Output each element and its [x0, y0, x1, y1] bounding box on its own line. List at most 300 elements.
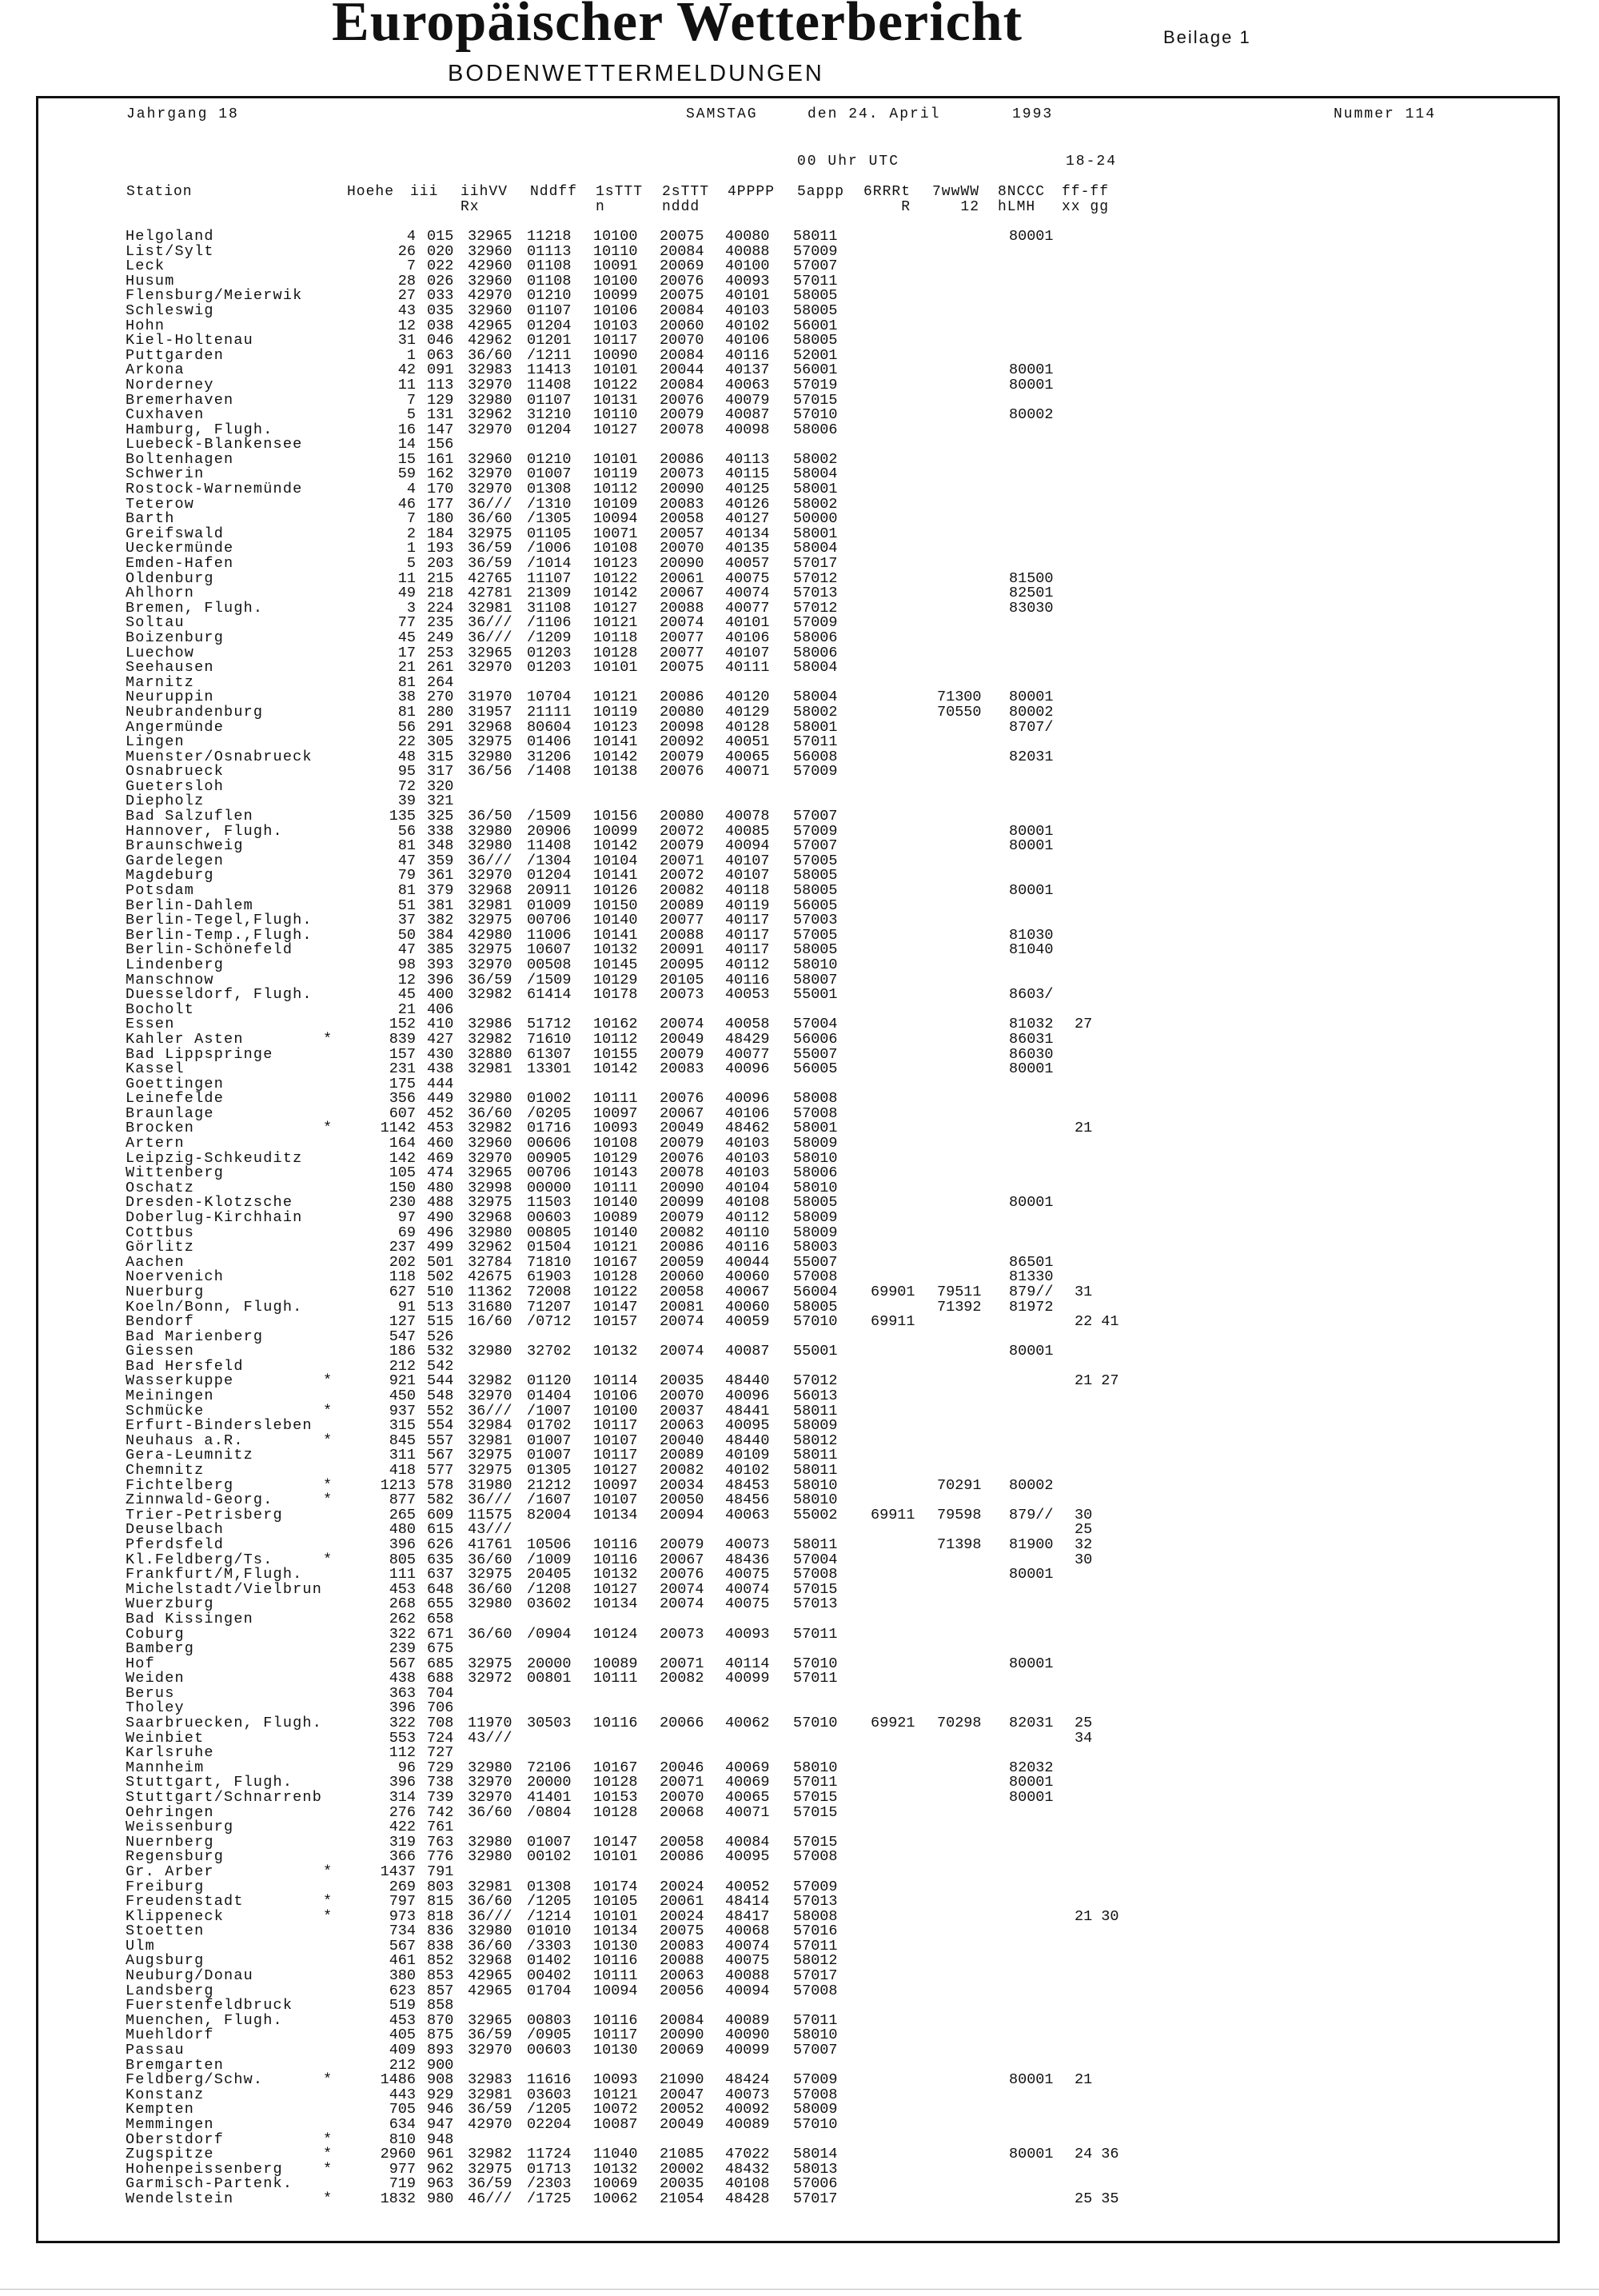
cell-nddff: 11724	[527, 2146, 572, 2163]
station-name: Kiel-Holtenau	[126, 332, 253, 349]
cell-hoehe: 81	[397, 837, 416, 855]
station-name: Berlin-Tegel,Flugh.	[126, 912, 313, 929]
cell-5appp: 57007	[793, 258, 838, 275]
cell-hoehe: 805	[389, 1551, 416, 1568]
cell-2sttt: 21054	[660, 2190, 704, 2207]
cell-2sttt: 20072	[660, 867, 704, 884]
cell-1sttt: 10122	[593, 376, 638, 393]
cell-2sttt: 20002	[660, 2160, 704, 2178]
cell-iii: 615	[427, 1521, 454, 1539]
cell-1sttt: 10140	[593, 1194, 638, 1212]
cell-iii: 655	[427, 1595, 454, 1613]
cell-8nccc: 80002	[1009, 406, 1054, 424]
cell-hoehe: 839	[389, 1030, 416, 1048]
cell-4pppp: 48440	[725, 1432, 770, 1449]
cell-iii: 348	[427, 837, 454, 855]
cell-1sttt: 11040	[593, 2146, 638, 2163]
cell-iihvv: 32965	[468, 2011, 512, 2029]
cell-iihvv: 42965	[468, 1967, 512, 1984]
cell-nddff: 00000	[527, 1179, 572, 1196]
cell-4pppp: 40089	[725, 2115, 770, 2133]
cell-hoehe: 135	[389, 808, 416, 825]
cell-iihvv: 32986	[468, 1016, 512, 1033]
cell-iihvv: 36///	[468, 495, 512, 513]
station-name: Schleswig	[126, 301, 214, 319]
station-name: Flensburg/Meierwik	[126, 287, 303, 305]
cell-iihvv: 36/60	[468, 1937, 512, 1955]
cell-hoehe: 212	[389, 2056, 416, 2074]
cell-2sttt: 20059	[660, 1253, 704, 1271]
cell-4pppp: 40088	[725, 1967, 770, 1984]
station-name: Regensburg	[126, 1848, 225, 1866]
station-name: Giessen	[126, 1343, 195, 1360]
cell-4pppp: 40107	[725, 867, 770, 884]
page-title: Europäischer Wetterbericht	[332, 0, 1023, 53]
cell-iihvv: 36///	[468, 852, 512, 869]
col-nddff: Nddff	[530, 184, 578, 200]
cell-4pppp: 40107	[725, 852, 770, 869]
cell-1sttt: 10122	[593, 569, 638, 587]
station-name: Osnabrueck	[126, 763, 225, 781]
cell-hoehe: 453	[389, 1580, 416, 1598]
cell-iihvv: 36///	[468, 1907, 512, 1925]
cell-nddff: 01007	[527, 1833, 572, 1851]
cell-2sttt: 20073	[660, 465, 704, 483]
cell-4pppp: 40127	[725, 510, 770, 528]
station-name: Bamberg	[126, 1640, 195, 1658]
cell-hoehe: 69	[397, 1224, 416, 1241]
station-name: Artern	[126, 1135, 185, 1152]
cell-iihvv: 32980	[468, 822, 512, 840]
cell-2sttt: 20047	[660, 2086, 704, 2103]
cell-iii: 961	[427, 2146, 454, 2163]
cell-1sttt: 10134	[593, 1506, 638, 1523]
cell-2sttt: 20049	[660, 1030, 704, 1048]
cell-4pppp: 40116	[725, 971, 770, 988]
cell-ffff: 22 41	[1075, 1313, 1119, 1331]
cell-nddff: 00603	[527, 1208, 572, 1226]
cell-2sttt: 20060	[660, 1268, 704, 1286]
cell-ffff: 30	[1075, 1506, 1093, 1523]
cell-5appp: 58010	[793, 1759, 838, 1776]
cell-1sttt: 10110	[593, 242, 638, 260]
cell-5appp: 57005	[793, 926, 838, 944]
cell-6rrrt: 69921	[871, 1715, 915, 1731]
cell-8nccc: 86501	[1009, 1253, 1054, 1271]
mountain-marker: *	[323, 1432, 333, 1449]
cell-1sttt: 10111	[593, 1967, 638, 1984]
cell-iihvv: 32965	[468, 644, 512, 661]
station-name: Ulm	[126, 1937, 155, 1955]
cell-hoehe: 2	[406, 525, 416, 542]
cell-hoehe: 461	[389, 1952, 416, 1970]
cell-nddff: 01204	[527, 421, 572, 438]
cell-1sttt: 10089	[593, 1208, 638, 1226]
cell-4pppp: 40062	[725, 1715, 770, 1731]
cell-5appp: 58010	[793, 1179, 838, 1196]
cell-4pppp: 40073	[725, 1535, 770, 1553]
cell-iihvv: 42675	[468, 1268, 512, 1286]
cell-iii: 499	[427, 1239, 454, 1256]
cell-1sttt: 10101	[593, 450, 638, 468]
cell-4pppp: 40075	[725, 1566, 770, 1583]
cell-4pppp: 40106	[725, 1104, 770, 1122]
station-name: Pferdsfeld	[126, 1535, 225, 1553]
cell-2sttt: 20056	[660, 1982, 704, 1999]
cell-hoehe: 45	[397, 629, 416, 646]
cell-2sttt: 20086	[660, 689, 704, 706]
cell-nddff: 01404	[527, 1388, 572, 1404]
cell-5appp: 58005	[793, 941, 838, 959]
cell-hoehe: 422	[389, 1819, 416, 1836]
cell-nddff: /1208	[527, 1580, 572, 1598]
cell-iii: 502	[427, 1268, 454, 1286]
cell-5appp: 58002	[793, 450, 838, 468]
cell-7wwww: 70550	[937, 703, 982, 721]
cell-4pppp: 40096	[725, 1060, 770, 1077]
cell-1sttt: 10129	[593, 1149, 638, 1167]
cell-iihvv: 42962	[468, 332, 512, 349]
station-name: Marnitz	[126, 673, 195, 691]
cell-iihvv: 32970	[468, 1788, 512, 1806]
cell-iihvv: 32980	[468, 1090, 512, 1108]
station-name: Kassel	[126, 1060, 185, 1077]
cell-1sttt: 10091	[593, 258, 638, 275]
cell-nddff: 01204	[527, 317, 572, 334]
station-name: Brocken	[126, 1120, 195, 1137]
cell-iihvv: 32968	[468, 1952, 512, 1970]
cell-hoehe: 47	[397, 852, 416, 869]
cell-1sttt: 10119	[593, 465, 638, 483]
cell-2sttt: 20046	[660, 1759, 704, 1776]
cell-iii: 671	[427, 1625, 454, 1643]
cell-1sttt: 10094	[593, 1982, 638, 1999]
cell-iihvv: 42965	[468, 317, 512, 334]
cell-nddff: 72106	[527, 1759, 572, 1776]
cell-nddff: 00603	[527, 2042, 572, 2058]
cell-iii: 761	[427, 1819, 454, 1836]
cell-iihvv: 36/60	[468, 1104, 512, 1122]
cell-4pppp: 40104	[725, 1179, 770, 1196]
cell-5appp: 55007	[793, 1045, 838, 1063]
cell-2sttt: 20073	[660, 1625, 704, 1643]
col-hoehe: Hoehe	[347, 184, 395, 200]
cell-nddff: /0205	[527, 1104, 572, 1122]
cell-1sttt: 10155	[593, 1045, 638, 1063]
cell-4pppp: 40106	[725, 332, 770, 349]
station-name: Goettingen	[126, 1075, 225, 1092]
cell-nddff: 20911	[527, 882, 572, 899]
cell-1sttt: 10121	[593, 614, 638, 632]
cell-2sttt: 20089	[660, 896, 704, 914]
cell-8nccc: 80001	[1009, 822, 1054, 840]
cell-iii: 038	[427, 317, 454, 334]
cell-5appp: 57009	[793, 242, 838, 260]
station-name: Konstanz	[126, 2086, 205, 2103]
cell-nddff: /3303	[527, 1937, 572, 1955]
station-name: Coburg	[126, 1625, 185, 1643]
cell-4pppp: 40057	[725, 555, 770, 572]
cell-2sttt: 20050	[660, 1491, 704, 1509]
cell-nddff: /0905	[527, 2026, 572, 2044]
station-name: Gera-Leumnitz	[126, 1447, 253, 1464]
cell-nddff: /1209	[527, 629, 572, 646]
cell-2sttt: 20080	[660, 703, 704, 721]
cell-2sttt: 20061	[660, 569, 704, 587]
cell-1sttt: 10174	[593, 1878, 638, 1895]
cell-iihvv: 32980	[468, 1923, 512, 1940]
mountain-marker: *	[323, 2071, 333, 2089]
cell-4pppp: 40115	[725, 465, 770, 483]
cell-iii: 261	[427, 659, 454, 677]
station-name: Teterow	[126, 495, 195, 513]
cell-5appp: 58006	[793, 629, 838, 646]
cell-1sttt: 10062	[593, 2190, 638, 2207]
cell-1sttt: 10116	[593, 1715, 638, 1731]
cell-1sttt: 10107	[593, 1491, 638, 1509]
cell-hoehe: 845	[389, 1432, 416, 1449]
station-name: Fuerstenfeldbruck	[126, 1997, 293, 2014]
cell-ffff: 32	[1075, 1535, 1093, 1553]
cell-iihvv: 36/60	[468, 1551, 512, 1568]
cell-1sttt: 10130	[593, 1937, 638, 1955]
cell-2sttt: 21090	[660, 2071, 704, 2089]
cell-nddff: 00803	[527, 2011, 572, 2029]
cell-8nccc: 80001	[1009, 837, 1054, 855]
cell-iii: 980	[427, 2190, 454, 2207]
cell-2sttt: 20074	[660, 1580, 704, 1598]
cell-1sttt: 10147	[593, 1298, 638, 1316]
cell-nddff: /1408	[527, 763, 572, 781]
cell-iii: 515	[427, 1313, 454, 1331]
cell-nddff: /1007	[527, 1402, 572, 1420]
cell-nddff: 00508	[527, 956, 572, 973]
cell-nddff: 32702	[527, 1343, 572, 1360]
station-name: Passau	[126, 2042, 185, 2058]
cell-2sttt: 20035	[660, 1372, 704, 1390]
cell-iihvv: 32970	[468, 465, 512, 483]
cell-2sttt: 20076	[660, 1090, 704, 1108]
station-name: Neuruppin	[126, 689, 214, 706]
cell-iihvv: 36/60	[468, 346, 512, 364]
cell-2sttt: 20070	[660, 540, 704, 557]
cell-5appp: 57010	[793, 406, 838, 424]
cell-hoehe: 4	[406, 481, 416, 497]
cell-1sttt: 10132	[593, 941, 638, 959]
cell-iii: 875	[427, 2026, 454, 2044]
cell-1sttt: 10117	[593, 2026, 638, 2044]
cell-nddff: 11503	[527, 1194, 572, 1212]
cell-1sttt: 10111	[593, 1670, 638, 1687]
cell-nddff: 71610	[527, 1030, 572, 1048]
cell-hoehe: 15	[397, 450, 416, 468]
cell-nddff: 01308	[527, 481, 572, 497]
cell-1sttt: 10167	[593, 1253, 638, 1271]
cell-hoehe: 27	[397, 287, 416, 305]
cell-iihvv: 36/59	[468, 2101, 512, 2118]
cell-5appp: 57008	[793, 1268, 838, 1286]
station-name: Oldenburg	[126, 569, 214, 587]
cell-1sttt: 10127	[593, 1580, 638, 1598]
cell-5appp: 57012	[793, 1372, 838, 1390]
cell-2sttt: 20075	[660, 659, 704, 677]
cell-nddff: 01702	[527, 1417, 572, 1435]
cell-iii: 962	[427, 2160, 454, 2178]
cell-8nccc: 81900	[1009, 1535, 1054, 1553]
cell-hoehe: 5	[406, 406, 416, 424]
cell-8nccc: 80001	[1009, 228, 1054, 245]
station-name: Wittenberg	[126, 1164, 225, 1182]
cell-8nccc: 80001	[1009, 1194, 1054, 1212]
cell-nddff: 31206	[527, 748, 572, 765]
cell-5appp: 57007	[793, 2042, 838, 2058]
cell-hoehe: 7	[406, 258, 416, 275]
cell-hoehe: 39	[397, 793, 416, 810]
cell-8nccc: 86030	[1009, 1045, 1054, 1063]
cell-iihvv: 32998	[468, 1179, 512, 1196]
cell-2sttt: 20069	[660, 258, 704, 275]
cell-hoehe: 48	[397, 748, 416, 765]
cell-hoehe: 37	[397, 912, 416, 929]
cell-7wwww: 79598	[937, 1506, 982, 1523]
cell-4pppp: 40116	[725, 346, 770, 364]
cell-1sttt: 10090	[593, 346, 638, 364]
cell-iii: 542	[427, 1357, 454, 1375]
cell-nddff: 00102	[527, 1848, 572, 1866]
cell-iii: 359	[427, 852, 454, 869]
cell-iihvv: 36///	[468, 1402, 512, 1420]
cell-iii: 218	[427, 585, 454, 602]
cell-4pppp: 40096	[725, 1388, 770, 1404]
cell-1sttt: 10118	[593, 629, 638, 646]
station-name: Zinnwald-Georg.	[126, 1491, 273, 1509]
cell-1sttt: 10116	[593, 1551, 638, 1568]
cell-iihvv: 11575	[468, 1506, 512, 1523]
cell-4pppp: 40112	[725, 956, 770, 973]
mountain-marker: *	[323, 1907, 333, 1925]
cell-iii: 724	[427, 1729, 454, 1747]
cell-hoehe: 409	[389, 2042, 416, 2058]
beilage-label: Beilage 1	[1163, 27, 1251, 47]
cell-4pppp: 40096	[725, 1090, 770, 1108]
cell-nddff: /0712	[527, 1313, 572, 1331]
cell-iii: 513	[427, 1298, 454, 1316]
cell-4pppp: 40085	[725, 822, 770, 840]
cell-1sttt: 10121	[593, 1239, 638, 1256]
cell-5appp: 57009	[793, 614, 838, 632]
cell-hoehe: 7	[406, 510, 416, 528]
cell-5appp: 58003	[793, 1239, 838, 1256]
cell-5appp: 55001	[793, 1343, 838, 1360]
cell-iii: 203	[427, 555, 454, 572]
cell-4pppp: 40112	[725, 1208, 770, 1226]
cell-iihvv: 43///	[468, 1729, 512, 1747]
cell-nddff: 20906	[527, 822, 572, 840]
cell-8nccc: 83030	[1009, 599, 1054, 617]
cell-iihvv: 41761	[468, 1535, 512, 1553]
cell-iii: 235	[427, 614, 454, 632]
cell-1sttt: 10116	[593, 1535, 638, 1553]
cell-iihvv: 32972	[468, 1670, 512, 1687]
cell-4pppp: 40109	[725, 1447, 770, 1464]
cell-iii: 035	[427, 301, 454, 319]
cell-8nccc: 80001	[1009, 1060, 1054, 1077]
col-1sttt: 1sTTT n	[596, 184, 644, 215]
page-bottom-line	[0, 2289, 1599, 2290]
cell-hoehe: 1437	[380, 1863, 416, 1880]
cell-iii: 224	[427, 599, 454, 617]
cell-iii: 063	[427, 346, 454, 364]
cell-nddff: 03603	[527, 2086, 572, 2103]
cell-hoehe: 627	[389, 1283, 416, 1300]
cell-4pppp: 40107	[725, 644, 770, 661]
cell-hoehe: 21	[397, 1000, 416, 1018]
cell-4pppp: 40126	[725, 495, 770, 513]
cell-2sttt: 20058	[660, 1283, 704, 1300]
cell-iihvv: 11362	[468, 1283, 512, 1300]
cell-1sttt: 10131	[593, 391, 638, 409]
cell-nddff: /1014	[527, 555, 572, 572]
cell-5appp: 58010	[793, 1149, 838, 1167]
cell-iihvv: 32983	[468, 2071, 512, 2089]
cell-nddff: 02204	[527, 2115, 572, 2133]
cell-5appp: 57008	[793, 2086, 838, 2103]
cell-5appp: 57008	[793, 1566, 838, 1583]
cell-5appp: 58009	[793, 1224, 838, 1241]
cell-2sttt: 20079	[660, 1535, 704, 1553]
station-name: Weiden	[126, 1670, 185, 1687]
cell-2sttt: 20024	[660, 1907, 704, 1925]
cell-iihvv: 32970	[468, 481, 512, 497]
cell-iii: 438	[427, 1060, 454, 1077]
mountain-marker: *	[323, 1491, 333, 1509]
cell-1sttt: 10121	[593, 2086, 638, 2103]
cell-5appp: 57017	[793, 555, 838, 572]
cell-1sttt: 10099	[593, 287, 638, 305]
cell-iihvv: 32968	[468, 718, 512, 736]
cell-2sttt: 20076	[660, 272, 704, 289]
cell-2sttt: 20067	[660, 1551, 704, 1568]
cell-iii: 430	[427, 1045, 454, 1063]
cell-4pppp: 40075	[725, 1595, 770, 1613]
cell-iii: 739	[427, 1788, 454, 1806]
cell-4pppp: 48456	[725, 1491, 770, 1509]
cell-1sttt: 10114	[593, 1372, 638, 1390]
station-name: Dresden-Klotzsche	[126, 1194, 293, 1212]
cell-2sttt: 20074	[660, 1313, 704, 1331]
station-name: Duesseldorf, Flugh.	[126, 986, 313, 1004]
cell-4pppp: 40103	[725, 1149, 770, 1167]
cell-2sttt: 20091	[660, 941, 704, 959]
cell-2sttt: 20044	[660, 361, 704, 379]
cell-nddff: 11616	[527, 2071, 572, 2089]
jahrgang: Jahrgang 18	[126, 106, 239, 122]
cell-hoehe: 734	[389, 1923, 416, 1940]
cell-iihvv: 32965	[468, 1164, 512, 1182]
cell-4pppp: 40044	[725, 1253, 770, 1271]
cell-5appp: 58005	[793, 332, 838, 349]
cell-ffff: 25	[1075, 1715, 1093, 1731]
cell-iii: 280	[427, 703, 454, 721]
cell-1sttt: 10127	[593, 1462, 638, 1479]
cell-8nccc: 80001	[1009, 1774, 1054, 1791]
cell-4pppp: 40075	[725, 569, 770, 587]
cell-1sttt: 10127	[593, 421, 638, 438]
cell-ffff: 21	[1075, 2071, 1093, 2089]
cell-2sttt: 20079	[660, 1208, 704, 1226]
cell-iii: 015	[427, 228, 454, 245]
cell-1sttt: 10106	[593, 1388, 638, 1404]
